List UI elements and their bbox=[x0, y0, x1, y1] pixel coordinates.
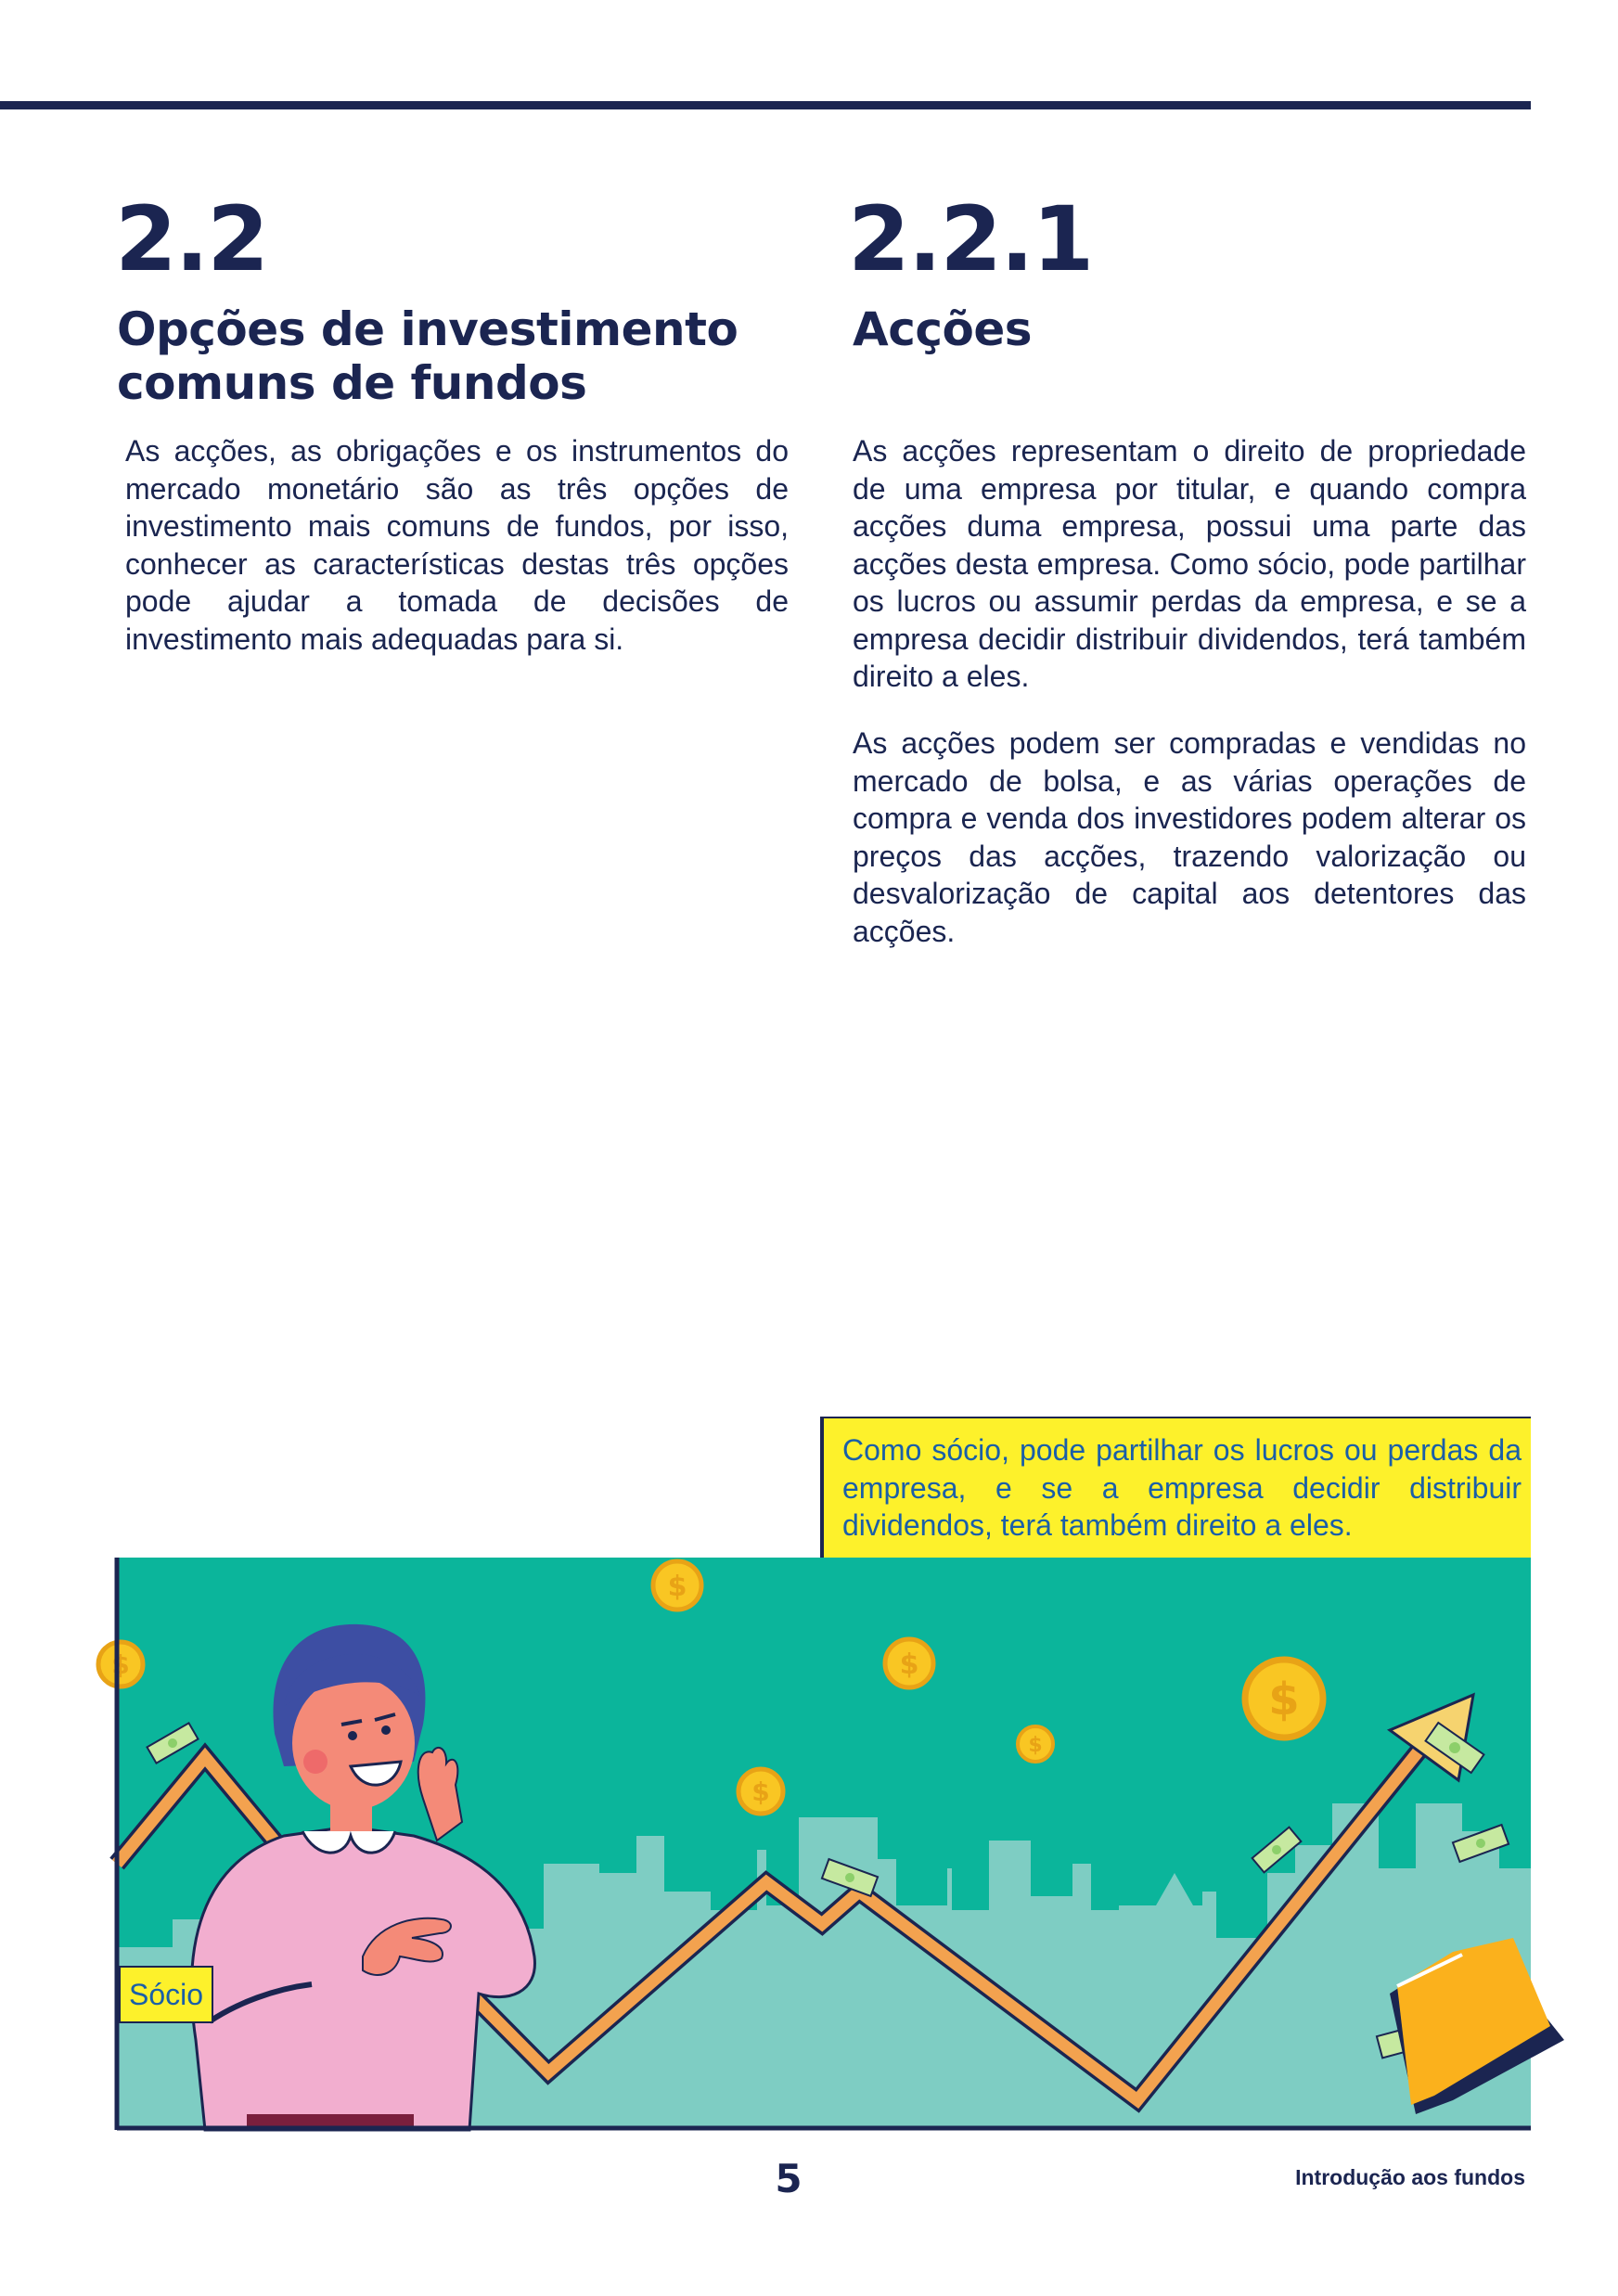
coin-icon bbox=[885, 1639, 933, 1687]
stocks-paragraph-2: As acções podem ser compradas e vendidas no mercado de bolsa, e as várias operações de compra e venda dos investidores podem alterar os preços das acções, trazendo valorização ou desvalorização de capital aos detentores das acções. bbox=[853, 726, 1526, 948]
coin-icon bbox=[738, 1769, 783, 1814]
section-title-left-line2: comuns de fundos bbox=[117, 356, 587, 410]
svg-text:$: $ bbox=[667, 1571, 687, 1603]
callout-box bbox=[820, 1417, 1531, 1558]
coin-icon bbox=[653, 1561, 701, 1610]
coin-icon bbox=[98, 1642, 143, 1687]
section-number-right: 2.2.1 bbox=[848, 187, 1093, 291]
stock-market-illustration bbox=[111, 1558, 1531, 2130]
coin-icon bbox=[1018, 1726, 1053, 1762]
svg-text:$: $ bbox=[751, 1777, 770, 1807]
coin-icon bbox=[1245, 1660, 1323, 1738]
callout-text: Como sócio, pode partilhar os lucros ou perdas da empresa, e se a empresa decidir distribuir dividendos, terá também direito a eles. bbox=[842, 1433, 1522, 1542]
section-title-right: Acções bbox=[853, 302, 1032, 356]
section-title-left-line1: Opções de investimento bbox=[117, 302, 738, 356]
svg-text:$: $ bbox=[111, 1649, 130, 1680]
top-rule bbox=[0, 101, 1531, 109]
page-number: 5 bbox=[775, 2156, 803, 2201]
section-number-left: 2.2 bbox=[115, 187, 268, 291]
socio-label: Sócio bbox=[119, 1966, 213, 2023]
svg-text:$: $ bbox=[899, 1648, 919, 1681]
stocks-paragraph-1: As acções representam o direito de propriedade de uma empresa por titular, e quando compra acções duma empresa, possui uma parte das acções desta empresa. Como sócio, pode partilhar os lucros ou assumir perdas da empresa, e se a empresa decidir distribuir dividendos, terá também direito a eles. bbox=[853, 434, 1526, 693]
svg-text:$: $ bbox=[1268, 1674, 1300, 1725]
section-title-left bbox=[117, 302, 738, 410]
svg-text:$: $ bbox=[1028, 1734, 1043, 1757]
intro-paragraph: As acções, as obrigações e os instrumentos do mercado monetário são as três opções de investimento mais comuns de fundos, por isso, conhecer as características destas três opções pode ajudar a tomada de decisões de investimento mais adequadas para si. bbox=[125, 434, 789, 656]
footer-title: Introdução aos fundos bbox=[1295, 2165, 1525, 2189]
